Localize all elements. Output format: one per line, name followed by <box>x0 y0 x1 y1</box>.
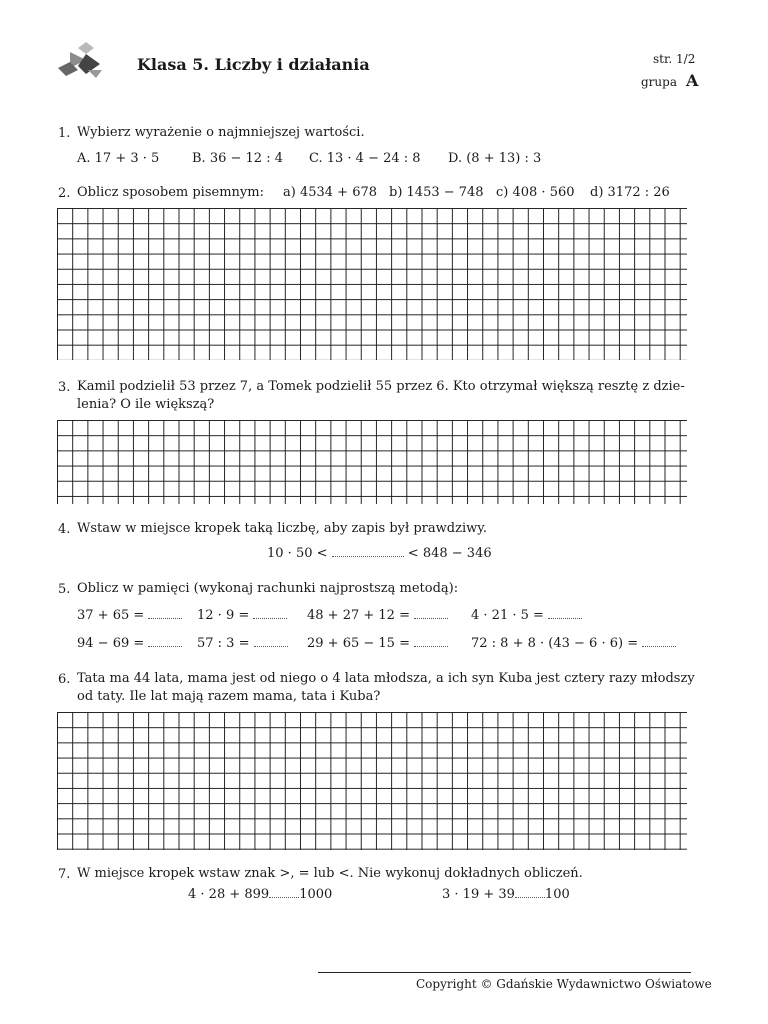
q5-r2-c4-expr: 72 : 8 + 8 · (43 − 6 · 6) = <box>471 636 639 651</box>
page-number: str. 1/2 <box>653 52 696 66</box>
q7-expr2-right: 100 <box>544 887 570 902</box>
answer-blank[interactable] <box>414 636 448 647</box>
q2-part-c: c) 408 · 560 <box>496 185 575 200</box>
q5-r2-c2 <box>197 636 288 651</box>
answer-blank[interactable] <box>642 636 676 647</box>
q5-r1-c1 <box>77 608 182 623</box>
q1-option-b: B. 36 − 12 : 4 <box>192 151 283 166</box>
q1-option-a: A. 17 + 3 · 5 <box>77 151 160 166</box>
q5-r1-c1-expr: 37 + 65 = <box>77 608 145 623</box>
q5-text: Oblicz w pamięci (wykonaj rachunki najprostszą metodą): <box>77 581 459 596</box>
q5-r2-c1-expr: 94 − 69 = <box>77 636 145 651</box>
q7-expression-1 <box>188 887 332 902</box>
group-label: grupa <box>641 75 677 89</box>
answer-blank[interactable] <box>253 608 287 619</box>
q5-r2-c1 <box>77 636 182 651</box>
footer-copyright: Copyright © Gdańskie Wydawnictwo Oświatowe <box>416 977 712 991</box>
answer-blank[interactable] <box>548 608 582 619</box>
q5-r1-c4 <box>471 608 582 623</box>
q4-left: 10 · 50 < <box>267 546 328 561</box>
publisher-logo <box>56 40 106 80</box>
q4-right: < 848 − 346 <box>407 546 492 561</box>
q2-part-b: b) 1453 − 748 <box>389 185 484 200</box>
q5-r1-c4-expr: 4 · 21 · 5 = <box>471 608 544 623</box>
q3-text-line2: lenia? O ile większą? <box>77 397 215 412</box>
q6-text-line2: od taty. Ile lat mają razem mama, tata i Kuba? <box>77 689 381 704</box>
q1-option-d: D. (8 + 13) : 3 <box>448 151 542 166</box>
q3-text-line1: Kamil podzielił 53 przez 7, a Tomek podzielił 55 przez 6. Kto otrzymał większą resztę z dzie- <box>77 379 685 394</box>
q4-number: 4. <box>58 522 71 537</box>
q7-number: 7. <box>58 867 71 882</box>
q1-text: Wybierz wyrażenie o najmniejszej wartości. <box>77 125 365 140</box>
q7-text: W miejsce kropek wstaw znak >, = lub <. Nie wykonuj dokładnych obliczeń. <box>77 866 583 881</box>
q6-text-line1: Tata ma 44 lata, mama jest od niego o 4 lata młodsza, a ich syn Kuba jest cztery razy młodszy <box>77 671 695 686</box>
q4-text: Wstaw w miejsce kropek taką liczbę, aby zapis był prawdziwy. <box>77 521 487 536</box>
q5-r1-c2-expr: 12 · 9 = <box>197 608 250 623</box>
q7-expr2-left: 3 · 19 + 39 <box>442 887 515 902</box>
q5-r2-c3 <box>307 636 448 651</box>
q1-number: 1. <box>58 126 71 141</box>
q7-expr1-left: 4 · 28 + 899 <box>188 887 270 902</box>
q7-expression-2 <box>442 887 570 902</box>
q2-number: 2. <box>58 186 71 201</box>
q5-r2-c3-expr: 29 + 65 − 15 = <box>307 636 410 651</box>
q5-number: 5. <box>58 582 71 597</box>
page-title: Klasa 5. Liczby i działania <box>137 55 370 74</box>
q2-part-d: d) 3172 : 26 <box>590 185 670 200</box>
q5-r1-c2 <box>197 608 287 623</box>
q1-option-c: C. 13 · 4 − 24 : 8 <box>309 151 421 166</box>
q7-expr1-right: 1000 <box>299 887 333 902</box>
q6-answer-grid[interactable] <box>57 712 687 850</box>
q4-answer-blank[interactable] <box>332 546 404 557</box>
q3-answer-grid[interactable] <box>57 420 687 504</box>
q2-text: Oblicz sposobem pisemnym: <box>77 185 264 200</box>
q7-blank-1[interactable] <box>269 887 299 898</box>
q5-r1-c3 <box>307 608 448 623</box>
q3-number: 3. <box>58 380 71 395</box>
q2-answer-grid[interactable] <box>57 208 687 360</box>
q7-blank-2[interactable] <box>515 887 545 898</box>
group-letter: A <box>686 71 699 90</box>
answer-blank[interactable] <box>254 636 288 647</box>
answer-blank[interactable] <box>148 608 182 619</box>
q5-r2-c4 <box>471 636 676 651</box>
q2-part-a: a) 4534 + 678 <box>283 185 378 200</box>
answer-blank[interactable] <box>414 608 448 619</box>
answer-blank[interactable] <box>148 636 182 647</box>
q6-number: 6. <box>58 672 71 687</box>
q4-expression <box>267 546 492 561</box>
q5-r1-c3-expr: 48 + 27 + 12 = <box>307 608 410 623</box>
q5-r2-c2-expr: 57 : 3 = <box>197 636 250 651</box>
footer-divider <box>318 972 691 973</box>
